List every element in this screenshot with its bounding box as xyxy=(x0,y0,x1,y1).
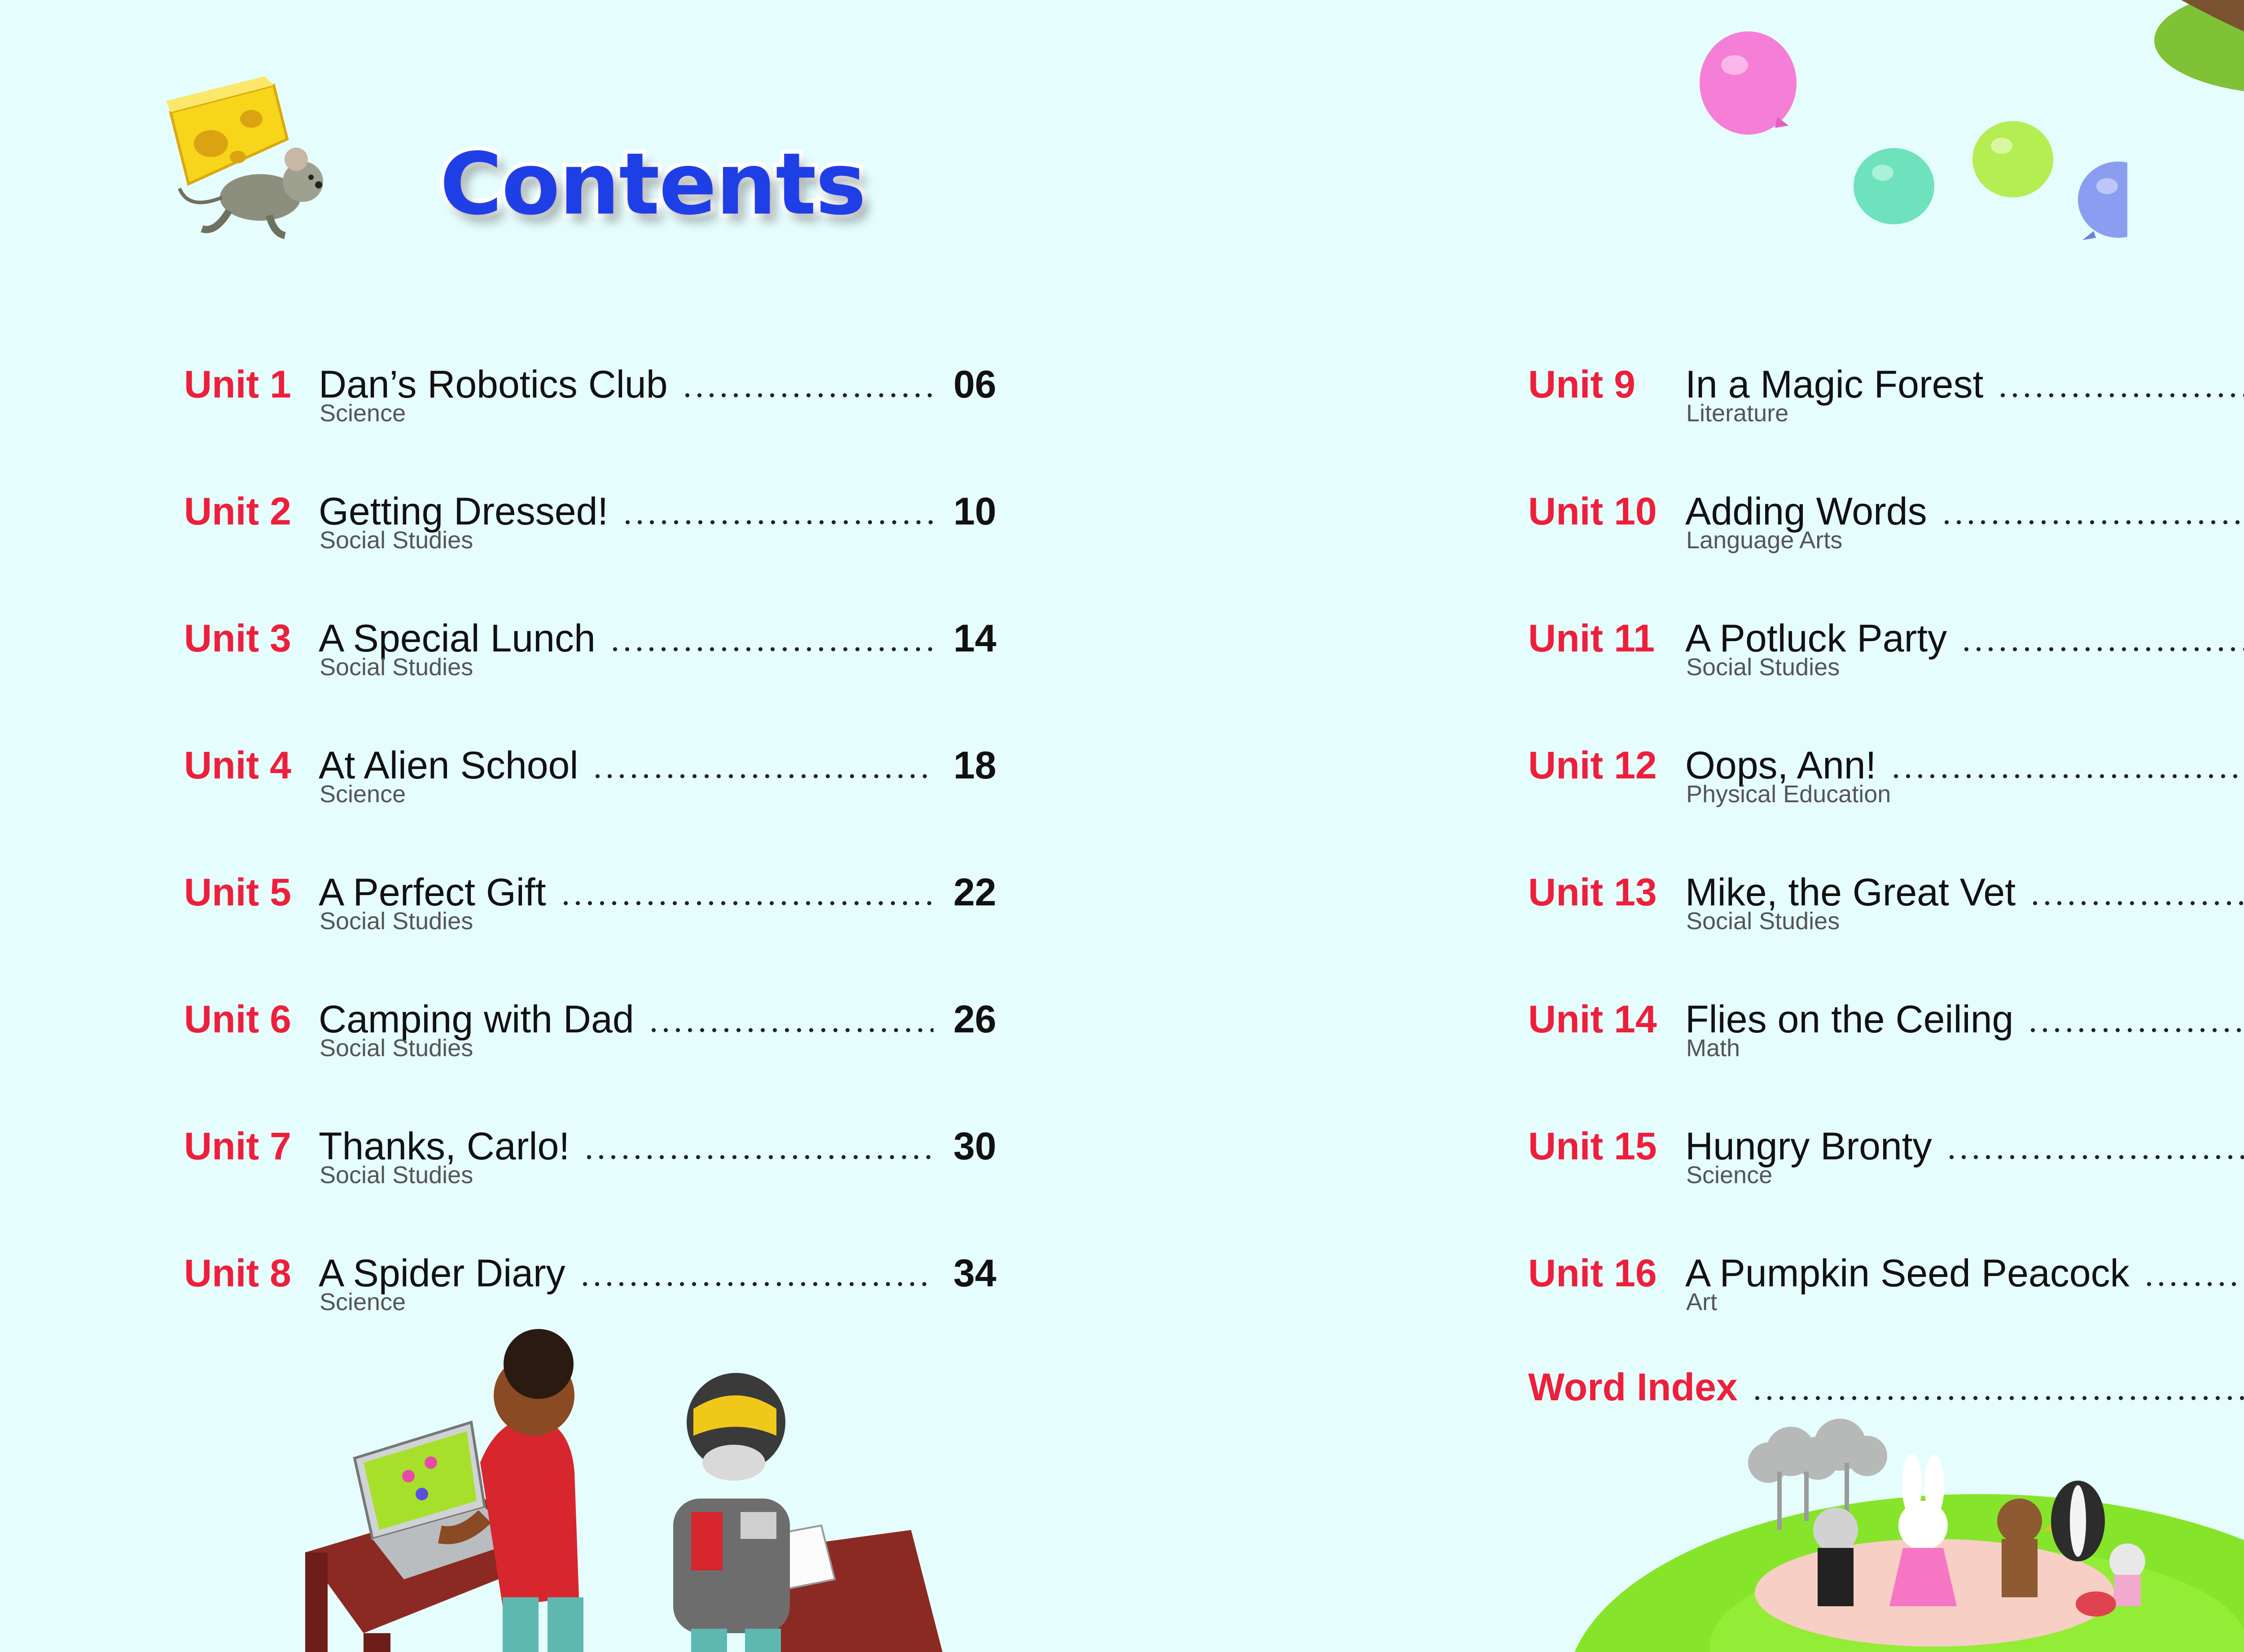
dot-leader xyxy=(609,647,934,651)
boy-robot-illustration xyxy=(292,1328,942,1652)
toc-entry[interactable] xyxy=(184,862,996,970)
unit-subject: Science xyxy=(320,781,406,808)
unit-subject: Social Studies xyxy=(320,654,473,681)
unit-label: Unit 13 xyxy=(1528,871,1657,914)
unit-subject: Social Studies xyxy=(320,908,473,935)
unit-label: Unit 6 xyxy=(184,998,291,1041)
toc-entry[interactable] xyxy=(184,608,996,716)
unit-title: Thanks, Carlo! xyxy=(319,1125,570,1168)
dot-leader xyxy=(622,520,934,524)
dot-leader xyxy=(1890,774,2244,778)
unit-subject: Language Arts xyxy=(1686,527,1843,554)
dot-leader xyxy=(681,393,934,398)
unit-label: Unit 12 xyxy=(1528,744,1657,787)
dot-leader xyxy=(1751,1396,2244,1400)
dot-leader xyxy=(2027,1028,2244,1032)
page-number: 30 xyxy=(953,1125,996,1168)
unit-title: In a Magic Forest xyxy=(1685,363,1984,406)
dot-leader xyxy=(1941,520,2244,524)
unit-label: Unit 10 xyxy=(1528,490,1657,533)
unit-label: Unit 14 xyxy=(1528,998,1657,1041)
page-number: 26 xyxy=(953,998,996,1041)
toc-entry[interactable] xyxy=(184,1116,996,1224)
unit-subject: Math xyxy=(1686,1035,1740,1062)
toc-entry[interactable] xyxy=(184,735,996,843)
toc-entry[interactable] xyxy=(184,1243,996,1351)
dot-leader xyxy=(2029,901,2244,905)
page-number: 22 xyxy=(953,871,996,914)
unit-subject: Literature xyxy=(1686,400,1789,427)
page-number: 18 xyxy=(953,744,996,787)
toc-entry[interactable] xyxy=(1528,354,2244,462)
dot-leader xyxy=(648,1028,934,1032)
toc-entry[interactable] xyxy=(1528,1116,2244,1224)
unit-label: Unit 8 xyxy=(184,1252,291,1295)
unit-subject: Science xyxy=(320,1289,406,1315)
unit-label: Unit 9 xyxy=(1528,363,1635,406)
page-number: 10 xyxy=(953,490,996,533)
unit-subject: Social Studies xyxy=(320,527,473,554)
unit-title: Hungry Bronty xyxy=(1685,1125,1932,1168)
dot-leader xyxy=(1946,1155,2244,1159)
unit-label: Unit 4 xyxy=(184,744,291,787)
unit-title: Adding Words xyxy=(1685,490,1927,533)
unit-title: Dan’s Robotics Club xyxy=(319,363,668,406)
unit-label: Unit 3 xyxy=(184,617,291,660)
toc-entry[interactable] xyxy=(184,354,996,462)
unit-title: Oops, Ann! xyxy=(1685,744,1876,787)
toc-entry[interactable] xyxy=(184,481,996,589)
word-index-entry[interactable] xyxy=(1528,1357,2244,1465)
unit-title: A Special Lunch xyxy=(319,617,596,660)
unit-label: Unit 1 xyxy=(184,363,291,406)
unit-subject: Science xyxy=(1686,1162,1773,1189)
dot-leader xyxy=(2143,1282,2244,1286)
dot-leader xyxy=(579,1282,934,1286)
unit-subject: Social Studies xyxy=(1686,654,1840,681)
toc-entry[interactable] xyxy=(1528,989,2244,1097)
toc-entry[interactable] xyxy=(1528,735,2244,843)
unit-label: Unit 16 xyxy=(1528,1252,1657,1295)
dot-leader xyxy=(1997,393,2244,398)
unit-title: A Potluck Party xyxy=(1685,617,1947,660)
unit-title: A Pumpkin Seed Peacock xyxy=(1685,1252,2130,1295)
dot-leader xyxy=(592,774,934,778)
unit-title: Flies on the Ceiling xyxy=(1685,998,2014,1041)
unit-label: Unit 5 xyxy=(184,871,291,914)
pinata-illustration xyxy=(2240,157,2244,323)
page-title: Contents xyxy=(440,135,866,234)
word-index-label: Word Index xyxy=(1528,1366,1738,1409)
toc-entry[interactable] xyxy=(1528,1243,2244,1351)
unit-title: Camping with Dad xyxy=(319,998,634,1041)
unit-label: Unit 7 xyxy=(184,1125,291,1168)
unit-title: A Spider Diary xyxy=(319,1252,565,1295)
toc-entry[interactable] xyxy=(1528,481,2244,589)
unit-title: At Alien School xyxy=(319,744,579,787)
unit-subject: Social Studies xyxy=(1686,908,1840,935)
page-number: 14 xyxy=(953,617,996,660)
unit-subject: Science xyxy=(320,400,406,427)
unit-label: Unit 2 xyxy=(184,490,291,533)
unit-label: Unit 11 xyxy=(1528,617,1655,660)
page-number: 34 xyxy=(953,1252,996,1295)
dot-leader xyxy=(560,901,934,905)
unit-title: Getting Dressed! xyxy=(319,490,609,533)
toc-entry[interactable] xyxy=(1528,862,2244,970)
toc-entry[interactable] xyxy=(1528,608,2244,716)
unit-title: A Perfect Gift xyxy=(319,871,546,914)
unit-subject: Art xyxy=(1686,1289,1718,1315)
unit-label: Unit 15 xyxy=(1528,1125,1657,1168)
unit-subject: Social Studies xyxy=(320,1162,473,1189)
unit-title: Mike, the Great Vet xyxy=(1685,871,2016,914)
mouse-cheese-illustration xyxy=(162,76,341,242)
tree-illustration xyxy=(2011,0,2244,323)
dot-leader xyxy=(583,1155,934,1159)
unit-subject: Physical Education xyxy=(1686,781,1891,808)
unit-subject: Social Studies xyxy=(320,1035,473,1062)
toc-entry[interactable] xyxy=(184,989,996,1097)
page-number: 06 xyxy=(953,363,996,406)
dot-leader xyxy=(1960,647,2244,651)
